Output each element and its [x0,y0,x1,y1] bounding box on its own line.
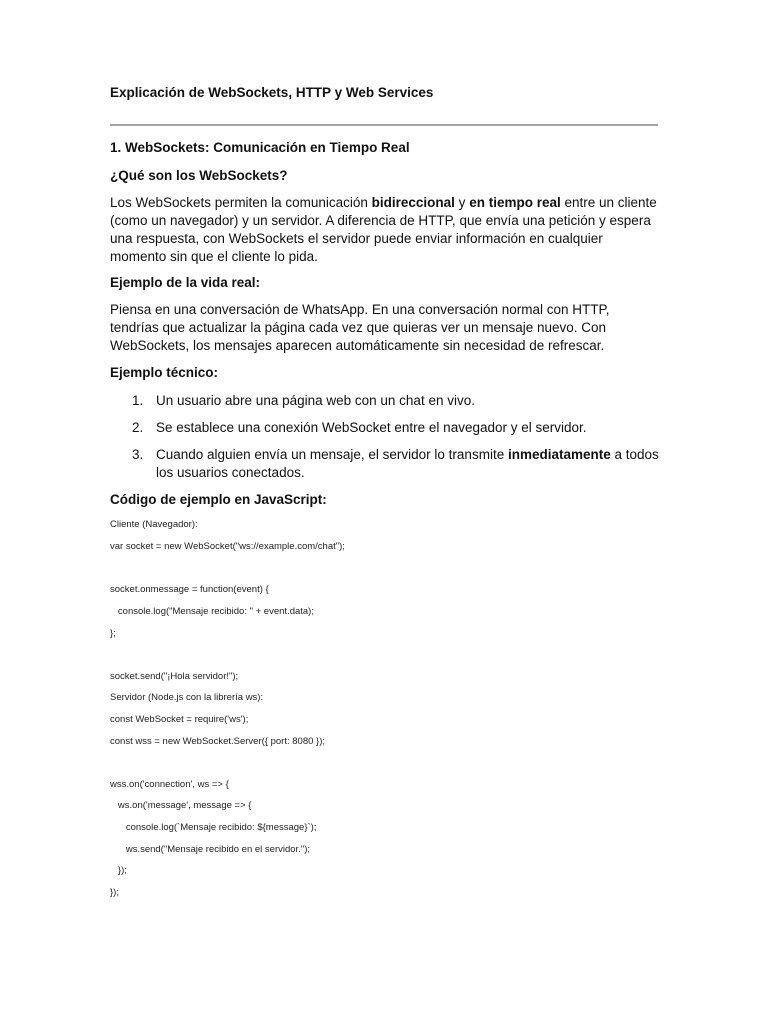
technical-heading: Ejemplo técnico: [110,365,219,380]
emphasis-immediately: inmediatamente [507,447,611,462]
code-line: const WebSocket = require('ws'); [110,714,249,725]
horizontal-rule [110,124,658,126]
document-title: Explicación de WebSockets, HTTP y Web Services [110,85,434,100]
code-line: ws.on('message', message => { [110,800,252,811]
code-line: }; [110,628,116,639]
code-line: wss.on('connection', ws => { [110,779,229,790]
code-line: Servidor (Node.js con la librería ws): [110,692,264,703]
code-line: console.log("Mensaje recibido: " + event.data); [110,606,314,617]
code-line: socket.onmessage = function(event) { [110,584,269,595]
code-line: Cliente (Navegador): [110,519,198,530]
code-heading: Código de ejemplo en JavaScript: [110,492,327,507]
real-life-paragraph: Piensa en una conversación de WhatsApp. En una conversación normal con HTTP, tendrías que actualizar la página cada vez que quieras ver un mensaje nuevo. Con WebSockets, los mensajes aparecen automáticamente sin necesidad de refrescar. [110,302,610,353]
emphasis-bidirectional: bidireccional [371,195,455,210]
code-line: ws.send("Mensaje recibido en el servidor."); [110,844,310,855]
what-heading: ¿Qué son los WebSockets? [110,168,288,183]
document-page: Explicación de WebSockets, HTTP y Web Services 1. WebSockets: Comunicación en Tiempo Real ¿Qué son los WebSockets? Los WebSockets permiten la comunicación bidireccional y en tiempo real entre un cliente (como un navegador) y un servidor. A diferencia de HTTP, que envía una petición y espera una respuesta, con WebSockets el servidor puede enviar información en cualquier momento sin que el cliente lo pida. Ejemplo de la vida real: Piensa en una conversación de WhatsApp. En una conversación normal con HTTP, tendrías que actualizar la página cada vez que quieras ver un mensaje nuevo. Con WebSockets, los mensajes aparecen automáticamente sin necesidad de refrescar. Ejemplo técnico: 1. Un usuario abre una página web con un chat en vivo. 2. Se establece una conexión WebSocket entre el navegador y el servidor. 3. Cuando alguien envía un mensaje, el servidor lo transmite inmediatamente a todos los usuarios conectados. Código de ejemplo en JavaScript: Cliente (Navegador): var socket = new WebSocket("ws://example.com/chat"); socket.onmessage = function(event) { console.log("Mensaje recibido: " + event.data); }; socket.send("¡Hola servidor!"); Servidor (Node.js con la librería ws): const WebSocket = require('ws'); const wss = new WebSocket.Server({ port: 8080 }); wss.on('connection', ws => { ws.on('message', message => { console.log(`Mensaje recibido: ${message}`); ws.send("Mensaje recibido en el servidor."); }); }); [0,0,768,1024]
code-line: }); [110,887,119,898]
code-line: var socket = new WebSocket("ws://example.com/chat"); [110,541,345,552]
intro-paragraph: Los WebSockets permiten la comunicación bidireccional y en tiempo real entre un cliente (como un navegador) y un servidor. A diferencia de HTTP, que envía una petición y espera una respuesta, con WebSockets el servidor puede enviar información en cualquier momento sin que el cliente lo pida. [110,195,657,264]
section-heading: 1. WebSockets: Comunicación en Tiempo Real [110,140,410,155]
code-line: console.log(`Mensaje recibido: ${message}`); [110,822,317,833]
emphasis-realtime: en tiempo real [469,195,561,210]
real-life-heading: Ejemplo de la vida real: [110,275,261,290]
code-line: const wss = new WebSocket.Server({ port: 8080 }); [110,736,325,747]
code-line: }); [110,865,127,876]
code-line: socket.send("¡Hola servidor!"); [110,671,239,682]
